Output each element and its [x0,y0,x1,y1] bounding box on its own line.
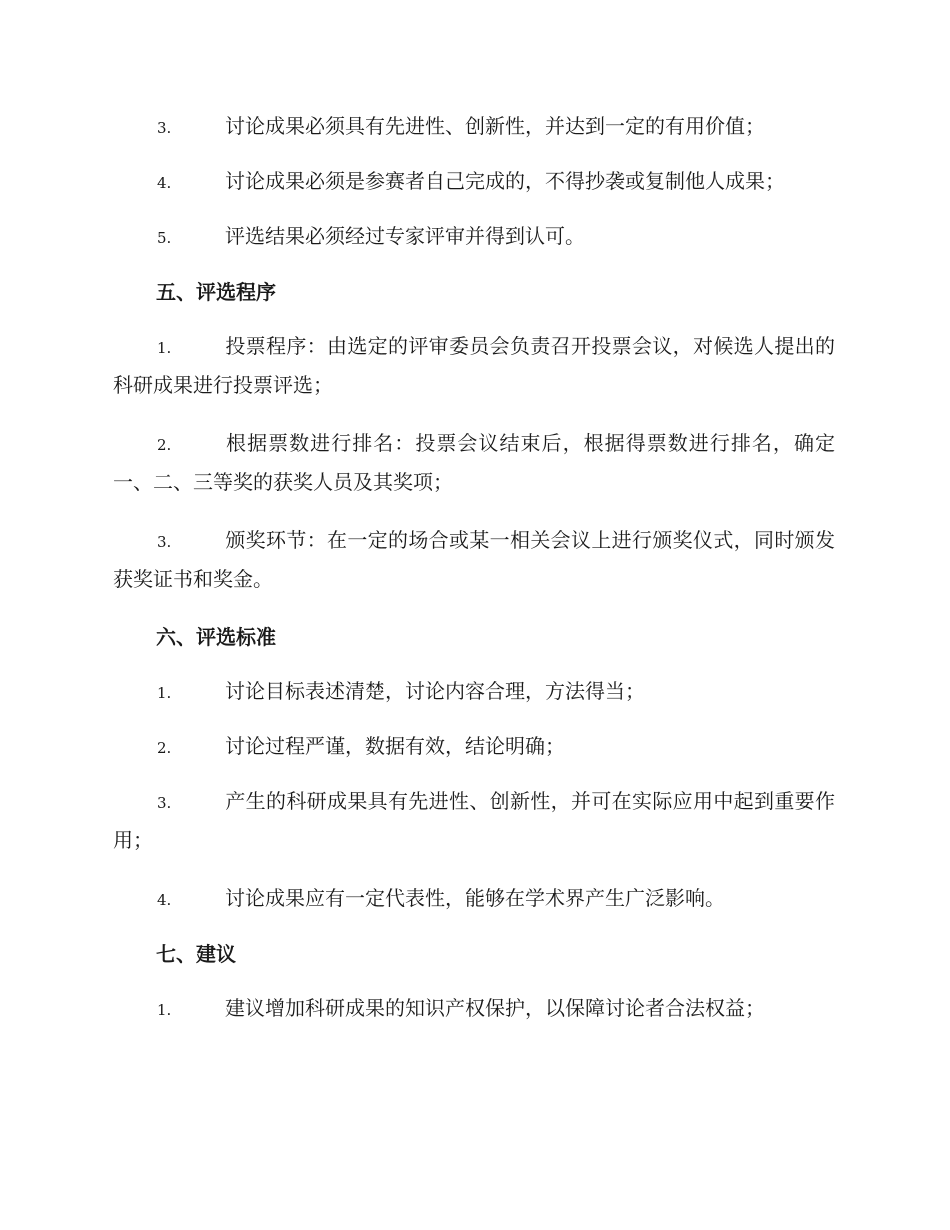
item-number: 3. [157,119,172,137]
list-item [113,328,835,404]
list-item [113,522,835,598]
item-text: 讨论成果必须是参赛者自己完成的，不得抄袭或复制他人成果； [225,169,785,193]
item-text: 讨论目标表述清楚，讨论内容合理，方法得当； [225,679,645,703]
item-text: 评选结果必须经过专家评审并得到认可。 [225,224,585,248]
list-item [113,990,835,1029]
item-number: 1. [157,684,172,702]
item-text: 讨论成果应有一定代表性，能够在学术界产生广泛影响。 [225,886,725,910]
list-item [113,673,835,712]
item-text: 产生的科研成果具有先进性、创新性，并可在实际应用中起到重要作用； [113,789,835,852]
item-number: 1. [157,339,172,357]
item-text: 建议增加科研成果的知识产权保护，以保障讨论者合法权益； [225,996,765,1020]
list-item [113,425,835,501]
item-number: 4. [157,174,172,192]
list-item [113,783,835,859]
section-heading-5: 五、评选程序 [156,280,276,304]
list-item [113,108,835,147]
list-item [113,163,835,202]
item-number: 4. [157,891,172,909]
item-number: 3. [157,533,172,551]
section-heading-6: 六、评选标准 [156,625,276,649]
item-text: 投票程序：由选定的评审委员会负责召开投票会议，对候选人提出的科研成果进行投票评选； [113,334,835,397]
item-number: 5. [157,229,172,247]
item-text: 颁奖环节：在一定的场合或某一相关会议上进行颁奖仪式，同时颁发获奖证书和奖金。 [113,528,835,591]
item-text: 根据票数进行排名：投票会议结束后，根据得票数进行排名，确定一、二、三等奖的获奖人员及其奖项； [113,431,835,494]
list-item [113,218,835,257]
list-item [113,728,835,767]
list-item [113,880,835,919]
item-text: 讨论过程严谨，数据有效，结论明确； [225,734,565,758]
item-number: 2. [157,436,172,454]
item-number: 3. [157,794,172,812]
item-number: 2. [157,739,172,757]
section-heading-7: 七、建议 [156,942,236,966]
item-number: 1. [157,1001,172,1019]
item-text: 讨论成果必须具有先进性、创新性，并达到一定的有用价值； [225,114,765,138]
